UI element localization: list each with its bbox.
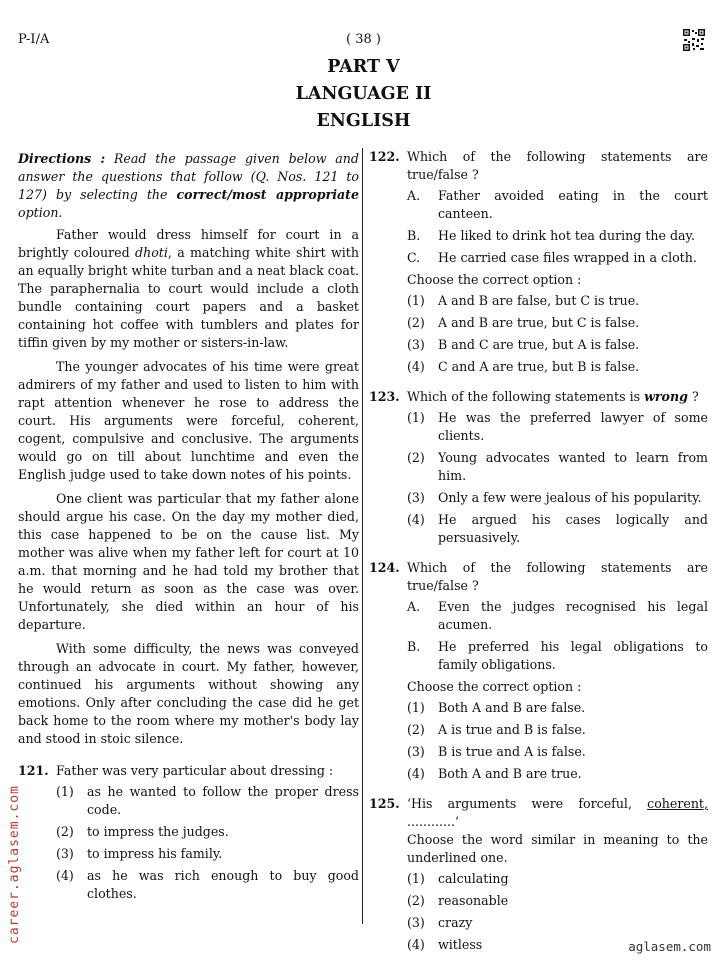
part-title: PART V xyxy=(327,57,400,77)
option: (4) as he was rich enough to buy good clothes. xyxy=(56,868,359,901)
choose-label: Choose the correct option : xyxy=(407,679,582,694)
question-quote: ‘His arguments were forceful, coherent, ............’ xyxy=(407,796,708,829)
option: (2) reasonable xyxy=(407,893,509,908)
dhoti-word: dhoti xyxy=(135,245,168,260)
option: (4) C and A are true, but B is false. xyxy=(407,359,640,374)
paper-code: P-I/A xyxy=(18,32,50,47)
statement: A. Father avoided eating in the court canteen. xyxy=(407,188,708,221)
option: (2) Young advocates wanted to learn from him. xyxy=(407,450,708,483)
option: (4) He argued his cases logically and persuasively. xyxy=(407,512,708,545)
question-123 xyxy=(369,388,708,559)
option: (3) B is true and A is false. xyxy=(407,744,586,759)
footer-site: aglasem.com xyxy=(628,939,711,954)
choose-label: Choose the correct option : xyxy=(407,272,582,287)
option: (3) B and C are true, but A is false. xyxy=(407,337,640,352)
directions-text-end: option. xyxy=(18,205,63,220)
right-column xyxy=(369,148,708,958)
option: (1) as he wanted to follow the proper dress code. xyxy=(56,784,359,817)
passage-paragraph-4: With some difficulty, the news was conveyed through an advocate in court. My father, however, continued his arguments without showing any emotions. Only after concluding the case did he get back home to the room where my mother's body lay and stood in stoic silence. xyxy=(18,641,359,746)
question-121 xyxy=(18,762,359,907)
option: (3) Only a few were jealous of his popularity. xyxy=(407,490,702,505)
directions-bold: correct/most appropriate xyxy=(176,187,359,202)
directions-label: Directions : xyxy=(18,151,106,166)
option: (1) calculating xyxy=(407,871,509,886)
option: (4) Both A and B are true. xyxy=(407,766,582,781)
option: (3) to impress his family. xyxy=(56,846,223,861)
language-title: LANGUAGE II xyxy=(295,84,432,104)
page-number: ( 38 ) xyxy=(346,32,381,47)
column-divider xyxy=(362,148,363,924)
question-number: 121. xyxy=(18,763,49,778)
directions xyxy=(18,150,359,222)
statement: B. He liked to drink hot tea during the day. xyxy=(407,228,695,243)
question-stem: Which of the following statements is wrong ? xyxy=(407,389,699,404)
statement: C. He carried case files wrapped in a cloth. xyxy=(407,250,697,265)
question-stem: Which of the following statements are true/false ? xyxy=(407,149,708,182)
question-stem: Father was very particular about dressing : xyxy=(56,763,334,778)
option: (1) A and B are false, but C is true. xyxy=(407,293,640,308)
qr-code-icon xyxy=(683,29,705,51)
watermark: career.aglasem.com xyxy=(7,785,22,944)
question-125 xyxy=(369,795,708,958)
question-number: 125. xyxy=(369,796,400,811)
question-number: 122. xyxy=(369,149,400,164)
passage-paragraph-3: One client was particular that my father alone should argue his case. On the day my mother died, this case happened to be on the cause list. My mother was alive when my father left for court at 10 a.m. that morning and he had told my brother that he would return as soon as the case was over. Unfortunately, she died within an hour of his departure. xyxy=(18,491,359,632)
option: (2) A and B are true, but C is false. xyxy=(407,315,640,330)
question-124 xyxy=(369,559,708,795)
statement: B. He preferred his legal obligations to family obligations. xyxy=(407,639,708,672)
passage-paragraph-2: The younger advocates of his time were great admirers of my father and used to listen to him with rapt attention whenever he rose to address the court. His arguments were forceful, coherent, cogent, compulsive and conclusive. The arguments would go on till about lunchtime and even the English judge used to take down notes of his points. xyxy=(18,359,359,482)
option: (2) to impress the judges. xyxy=(56,824,229,839)
underlined-word: coherent, xyxy=(647,796,708,811)
option: (4) witless xyxy=(407,937,483,952)
question-122 xyxy=(369,148,708,388)
left-column xyxy=(18,150,359,907)
passage-paragraph-1: Father would dress himself for court in a brightly coloured dhoti, a matching white shirt with an equally bright white turban and a neat black coat. The paraphernalia to court would include a cloth bundle containing court papers and a basket containing hot coffee with tumblers and plates for tiffin given by my mother or sisters-in-law. xyxy=(18,227,359,350)
option: (3) crazy xyxy=(407,915,473,930)
wrong-emphasis: wrong xyxy=(644,389,688,404)
subject-title: ENGLISH xyxy=(316,111,411,131)
question-stem: Which of the following statements are true/false ? xyxy=(407,560,708,593)
question-number: 123. xyxy=(369,389,400,404)
directions-text: Read the passage given below and answer the questions that follow (Q. Nos. 121 to 127) by selecting the xyxy=(18,151,359,202)
statement: A. Even the judges recognised his legal acumen. xyxy=(407,599,708,632)
question-instruction: Choose the word similar in meaning to the underlined one. xyxy=(407,832,708,865)
option: (1) Both A and B are false. xyxy=(407,700,586,715)
question-number: 124. xyxy=(369,560,400,575)
option: (2) A is true and B is false. xyxy=(407,722,586,737)
option: (1) He was the preferred lawyer of some clients. xyxy=(407,410,708,443)
